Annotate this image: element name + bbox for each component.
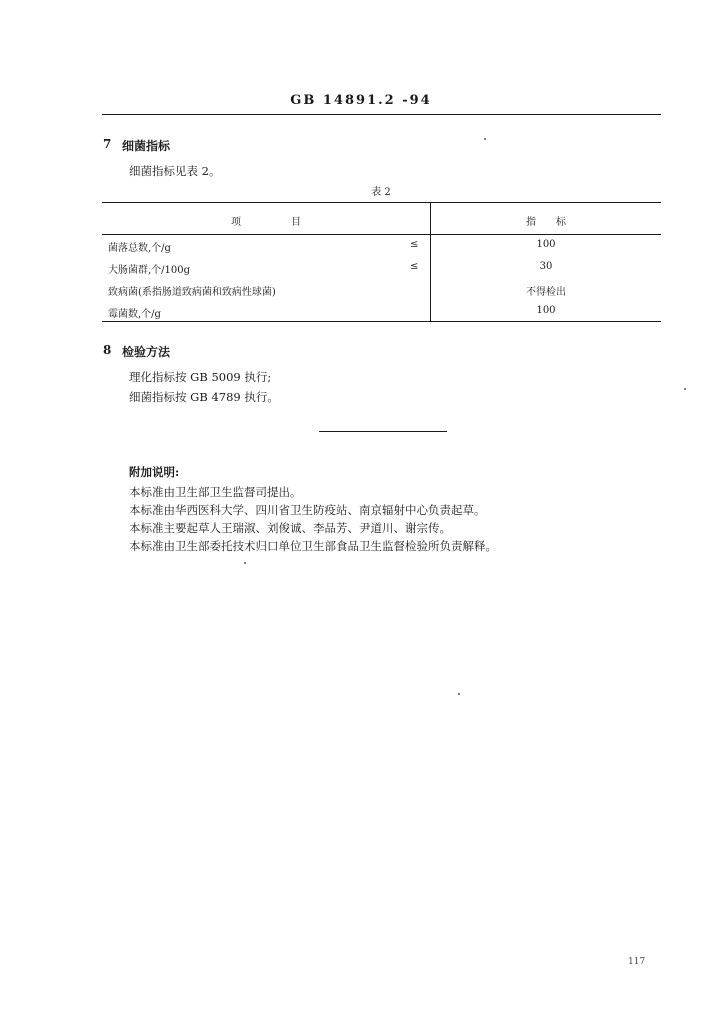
row-item: 大肠菌群,个/100g (108, 265, 191, 276)
section-8-number: 8 (103, 343, 112, 357)
row-item: 菌落总数,个/g (108, 243, 171, 254)
row-value: 30 (539, 261, 553, 272)
standard-number-header: GB 14891.2 -94 (290, 93, 432, 108)
row-value: 100 (536, 305, 556, 316)
page-number: 117 (628, 957, 646, 967)
table-header-rule (102, 234, 661, 235)
scan-speck (684, 388, 686, 390)
notes-line: 本标准由卫生部卫生监督司提出。 (129, 485, 302, 499)
header-rule (102, 114, 661, 115)
scan-speck (484, 138, 486, 140)
row-value: 100 (536, 239, 556, 250)
table-header-index: 指 标 (526, 217, 566, 228)
notes-line: 本标准由华西医科大学、四川省卫生防疫站、南京辐射中心负责起草。 (129, 503, 486, 517)
row-item: 霉菌数,个/g (108, 309, 161, 320)
table-bottom-rule (102, 321, 661, 322)
notes-line: 本标准主要起草人王瑞淑、刘俊诚、李品芳、尹道川、谢宗传。 (129, 521, 451, 535)
scan-speck (244, 562, 246, 564)
section-8-title: 检验方法 (122, 345, 171, 359)
row-operator: ≤ (410, 239, 419, 250)
scan-speck (458, 693, 460, 695)
end-rule (319, 431, 447, 432)
notes-line: 本标准由卫生部委托技术归口单位卫生部食品卫生监督检验所负责解释。 (129, 539, 497, 553)
table-header-item: 项 目 (231, 217, 301, 228)
notes-title: 附加说明: (129, 465, 180, 479)
section-7-title: 细菌指标 (122, 139, 171, 153)
section-7-number: 7 (103, 137, 112, 151)
row-value: 不得检出 (526, 287, 566, 298)
section-8-line: 细菌指标按 GB 4789 执行。 (129, 390, 279, 404)
table-top-rule (102, 202, 661, 203)
row-item: 致病菌(系指肠道致病菌和致病性球菌) (108, 287, 276, 298)
section-7-intro: 细菌指标见表 2。 (129, 164, 221, 178)
row-operator: ≤ (410, 261, 419, 272)
table-caption: 表 2 (371, 187, 391, 198)
section-8-line: 理化指标按 GB 5009 执行; (129, 370, 272, 384)
